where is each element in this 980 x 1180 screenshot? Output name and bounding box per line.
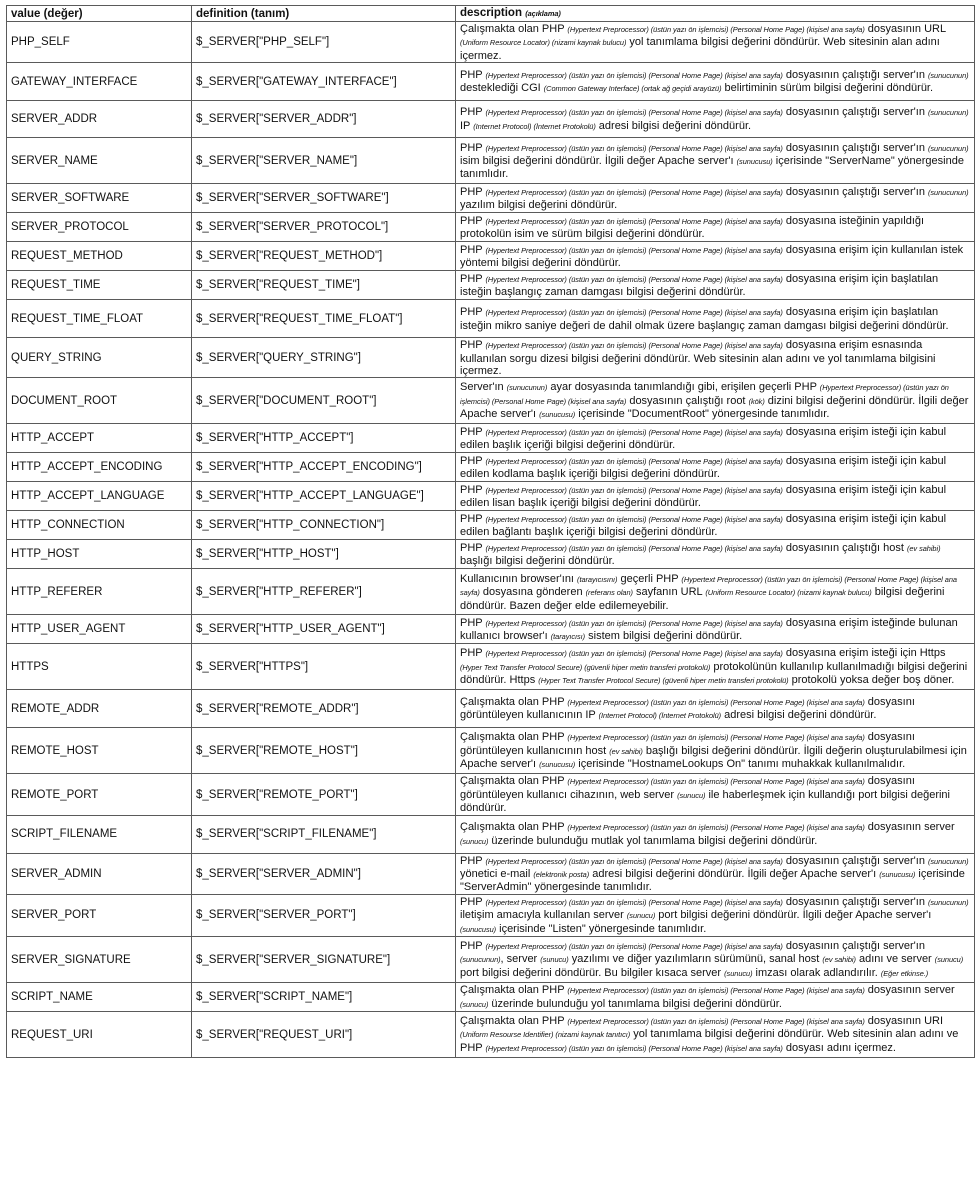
value-cell: SERVER_ADDR bbox=[7, 101, 192, 138]
description-text: dosyasının çalıştığı server'ın bbox=[782, 185, 928, 198]
description-annotation: (Eğer etkinse.) bbox=[880, 968, 929, 978]
description-text: ile haberleşmek için kullandığı port bilgisi değerini döndürür. bbox=[460, 788, 950, 815]
description-annotation: (Hypertext Preprocessor) (üstün yazı ön işlemcisi) (Personal Home Page) (kişisel ana sayfa) bbox=[567, 777, 865, 787]
description-text: dosyasını görüntüleyen kullanıcının IP bbox=[460, 696, 915, 722]
header-definition: definition (tanım) bbox=[192, 6, 456, 22]
description-annotation: (sunucu) bbox=[460, 836, 489, 846]
definition-cell: $_SERVER["REQUEST_TIME"] bbox=[192, 271, 456, 300]
definition-cell: $_SERVER["SERVER_PORT"] bbox=[192, 894, 456, 936]
table-row bbox=[7, 728, 975, 774]
value-cell: REMOTE_PORT bbox=[7, 774, 192, 815]
description-annotation: (ev sahibi) bbox=[822, 955, 856, 965]
description-annotation: (sunucunun) bbox=[928, 187, 969, 197]
description-cell bbox=[456, 101, 975, 138]
value-cell: REMOTE_HOST bbox=[7, 728, 192, 774]
description-annotation: (Uniform Resource Locator) (nizami kaynak bulucu) bbox=[460, 38, 627, 48]
header-description bbox=[456, 6, 975, 22]
description-text: PHP bbox=[460, 513, 486, 526]
description-text: PHP bbox=[460, 185, 486, 198]
definition-cell: $_SERVER["DOCUMENT_ROOT"] bbox=[192, 378, 456, 424]
description-text: adresi bilgisi değerini döndürür. İlgili değer Apache server'ı bbox=[589, 868, 880, 881]
description-cell bbox=[456, 63, 975, 101]
description-text: PHP bbox=[460, 542, 486, 555]
table-row bbox=[7, 63, 975, 101]
table-row bbox=[7, 300, 975, 338]
description-annotation: (Hypertext Preprocessor) (üstün yazı ön işlemcisi) (Personal Home Page) (kişisel ana sayfa) bbox=[485, 515, 783, 525]
description-annotation: (Hypertext Preprocessor) (üstün yazı ön işlemcisi) (Personal Home Page) (kişisel ana sayfa) bbox=[567, 986, 865, 996]
description-text: dosyasının çalıştığı server'ın bbox=[782, 939, 925, 952]
table-row bbox=[7, 1012, 975, 1058]
definition-cell: $_SERVER["HTTP_ACCEPT"] bbox=[192, 424, 456, 453]
description-text: dosyasının çalıştığı server'ın bbox=[782, 141, 928, 154]
description-text: dosyasının URI bbox=[864, 1014, 944, 1027]
table-row bbox=[7, 511, 975, 540]
definition-cell: $_SERVER["SERVER_NAME"] bbox=[192, 138, 456, 184]
value-cell: DOCUMENT_ROOT bbox=[7, 378, 192, 424]
table-row bbox=[7, 22, 975, 63]
value-cell: SERVER_SOFTWARE bbox=[7, 184, 192, 213]
description-text: yol tanımlama bilgisi değerini döndürür. Web sitesinin alan adını içermez. bbox=[460, 36, 940, 62]
table-row bbox=[7, 983, 975, 1012]
description-cell bbox=[456, 138, 975, 184]
description-annotation: (tarayıcısını) bbox=[577, 574, 618, 584]
description-text: PHP bbox=[460, 455, 486, 468]
description-annotation: (Hypertext Preprocessor) (üstün yazı ön işlemcisi) (Personal Home Page) (kişisel ana sayfa) bbox=[485, 941, 783, 951]
description-text: dosyasına erişim için başlatılan isteğin mikro saniye değeri de dahil olmak üzere başlangıç zaman damgası bilgisi değerini döndürür. bbox=[460, 306, 949, 332]
value-cell: SERVER_NAME bbox=[7, 138, 192, 184]
description-text: başlığı bilgisi değerini döndürür. bbox=[460, 555, 615, 568]
table-row bbox=[7, 644, 975, 690]
value-cell: GATEWAY_INTERFACE bbox=[7, 63, 192, 101]
definition-cell: $_SERVER["SERVER_PROTOCOL"] bbox=[192, 213, 456, 242]
value-cell: HTTP_ACCEPT_ENCODING bbox=[7, 453, 192, 482]
description-text: dosyasına gönderen bbox=[479, 586, 586, 599]
description-annotation: (Hypertext Preprocessor) (üstün yazı ön işlemcisi) (Personal Home Page) (kişisel ana sayfa) bbox=[485, 856, 783, 866]
definition-cell: $_SERVER["SERVER_SIGNATURE"] bbox=[192, 937, 456, 983]
description-text: PHP bbox=[460, 339, 486, 352]
description-text: Server'ın bbox=[460, 381, 507, 394]
description-annotation: (sunucu) bbox=[540, 955, 569, 965]
description-text: yazılımı ve diğer yazılımların sürümünü, sanal host bbox=[568, 953, 823, 966]
value-cell: HTTP_ACCEPT bbox=[7, 424, 192, 453]
value-cell: REQUEST_URI bbox=[7, 1012, 192, 1058]
description-text: dosyasına erişim isteği için kabul edilen lisan başlık içeriği bilgisi değerini döndürür. bbox=[460, 484, 947, 510]
definition-cell: $_SERVER["REMOTE_ADDR"] bbox=[192, 690, 456, 728]
description-annotation: (sunucunun) bbox=[928, 897, 969, 907]
description-annotation: (Hypertext Preprocessor) (üstün yazı ön işlemcisi) (Personal Home Page) (kişisel ana sayfa) bbox=[485, 216, 783, 226]
description-annotation: (Hypertext Preprocessor) (üstün yazı ön işlemcisi) (Personal Home Page) (kişisel ana sayfa) bbox=[485, 428, 783, 438]
description-text: içerisinde "ServerName" yönergesinde tanımlıdır. bbox=[460, 155, 964, 181]
description-cell bbox=[456, 378, 975, 424]
description-text: dosyasının çalıştığı server'ın bbox=[782, 106, 928, 119]
description-text: PHP bbox=[460, 895, 486, 908]
description-annotation: (Hypertext Preprocessor) (üstün yazı ön işlemcisi) (Personal Home Page) (kişisel ana sayfa) bbox=[485, 143, 783, 153]
description-annotation: (Hypertext Preprocessor) (üstün yazı ön işlemcisi) (Personal Home Page) (kişisel ana sayfa) bbox=[485, 245, 783, 255]
value-cell: REMOTE_ADDR bbox=[7, 690, 192, 728]
description-cell bbox=[456, 774, 975, 815]
description-annotation: (sunucu) bbox=[934, 955, 964, 965]
description-text: dosyası adını içermez. bbox=[782, 1041, 896, 1054]
description-text: dosyasının server bbox=[864, 821, 955, 834]
description-annotation: (referans olan) bbox=[585, 588, 633, 598]
table-row bbox=[7, 378, 975, 424]
description-text: PHP bbox=[460, 106, 486, 119]
description-text: dosyasına erişim esnasında kullanılan sorgu dizesi bilgisi değerini döndürür. Web sitesinin alan adını ve yol tanımlama bilgisini içermez. bbox=[460, 339, 936, 378]
description-cell bbox=[456, 853, 975, 894]
description-cell bbox=[456, 644, 975, 690]
description-text: Çalışmakta olan PHP bbox=[460, 821, 568, 834]
description-text: dosyasına isteğinin yapıldığı protokolün isim ve sürüm bilgisi değerini döndürür. bbox=[460, 214, 925, 241]
description-text: desteklediği CGI bbox=[460, 82, 544, 95]
value-cell: HTTPS bbox=[7, 644, 192, 690]
table-row bbox=[7, 424, 975, 453]
table-row bbox=[7, 615, 975, 644]
description-cell bbox=[456, 22, 975, 63]
description-annotation: (ev sahibi) bbox=[906, 544, 941, 554]
table-row bbox=[7, 184, 975, 213]
table-row bbox=[7, 138, 975, 184]
definition-cell: $_SERVER["SERVER_ADDR"] bbox=[192, 101, 456, 138]
definition-cell: $_SERVER["REQUEST_URI"] bbox=[192, 1012, 456, 1058]
description-annotation: (elektronik posta) bbox=[533, 870, 590, 880]
description-annotation: (tarayıcısı) bbox=[550, 631, 586, 641]
description-annotation: (sunucusu) bbox=[736, 157, 773, 167]
definition-cell: $_SERVER["SERVER_SOFTWARE"] bbox=[192, 184, 456, 213]
description-annotation: (Hypertext Preprocessor) (üstün yazı ön işlemcisi) (Personal Home Page) (kişisel ana sayfa) bbox=[567, 25, 865, 34]
description-annotation: (Hyper Text Transfer Protocol Secure) (güvenli hiper metin transferi protokolü) bbox=[460, 662, 711, 672]
description-text: IP bbox=[460, 119, 474, 132]
description-text: Çalışmakta olan PHP bbox=[460, 775, 568, 788]
value-cell: QUERY_STRING bbox=[7, 338, 192, 378]
definition-cell: $_SERVER["QUERY_STRING"] bbox=[192, 338, 456, 378]
description-annotation: (sunucunun) bbox=[928, 856, 969, 866]
description-annotation: (Hypertext Preprocessor) (üstün yazı ön işlemcisi) (Personal Home Page) (kişisel ana sayfa) bbox=[567, 1016, 865, 1026]
description-text: protokolü yoksa değer boş döner. bbox=[788, 674, 955, 687]
description-text: dosyasına erişim için kullanılan istek yöntemi bilgisi değerini döndürür. bbox=[460, 243, 964, 270]
description-annotation: (Hypertext Preprocessor) (üstün yazı ön işlemcisi) (Personal Home Page) (kişisel ana sayfa) bbox=[485, 70, 783, 80]
description-text: başlığı bilgisi değerini döndürür. İlgili değerin oluşturulabilmesi için Apache server'ı bbox=[460, 744, 967, 771]
description-annotation: (sunucusu) bbox=[460, 924, 497, 934]
description-cell bbox=[456, 453, 975, 482]
description-cell bbox=[456, 482, 975, 511]
definition-cell: $_SERVER["HTTP_USER_AGENT"] bbox=[192, 615, 456, 644]
value-cell: HTTP_REFERER bbox=[7, 569, 192, 615]
table-row bbox=[7, 453, 975, 482]
description-cell bbox=[456, 424, 975, 453]
table-row bbox=[7, 937, 975, 983]
description-annotation: (Internet Protocol) (İnternet Protokolü) bbox=[473, 121, 596, 131]
table-row bbox=[7, 213, 975, 242]
description-text: içerisinde "Listen" yönergesinde tanımlıdır. bbox=[496, 922, 707, 935]
description-text: PHP bbox=[460, 484, 486, 497]
description-cell bbox=[456, 815, 975, 853]
description-annotation: (sunucu) bbox=[724, 968, 753, 978]
description-text: yönetici e-mail bbox=[460, 868, 534, 881]
description-text: dosyasına erişim isteği için kabul edilen kodlama başlık içeriği bilgisi değerini döndürür. bbox=[460, 455, 947, 481]
definition-cell: $_SERVER["REQUEST_TIME_FLOAT"] bbox=[192, 300, 456, 338]
definition-cell: $_SERVER["GATEWAY_INTERFACE"] bbox=[192, 63, 456, 101]
description-annotation: (Hypertext Preprocessor) (üstün yazı ön işlemcisi) (Personal Home Page) (kişisel ana sayfa) bbox=[567, 733, 865, 743]
description-text: dosyasını görüntüleyen kullanıcının host bbox=[460, 731, 915, 757]
description-annotation: (sunucu) bbox=[626, 911, 656, 921]
description-annotation: (Common Gateway Interface) (ortak ağ geçidi arayüzü) bbox=[543, 84, 722, 94]
description-cell bbox=[456, 338, 975, 378]
description-cell bbox=[456, 569, 975, 615]
description-text: PHP bbox=[460, 272, 486, 285]
description-text: dosyasının çalıştığı server'ın bbox=[782, 854, 928, 867]
table-row bbox=[7, 540, 975, 569]
description-text: port bilgisi değerini döndürür. İlgili değer Apache server'ı bbox=[655, 909, 932, 922]
server-variables-table bbox=[6, 5, 975, 1058]
description-text: dosyasının çalıştığı server'ın bbox=[782, 68, 928, 81]
description-text: port bilgisi değerini döndürür. Bu bilgiler kısaca server bbox=[460, 966, 725, 979]
description-annotation: (sunucunun) bbox=[928, 108, 969, 118]
value-cell: SERVER_SIGNATURE bbox=[7, 937, 192, 983]
description-text: yol tanımlama bilgisi değerini döndürür. Web sitesinin alan adını ve PHP bbox=[460, 1028, 959, 1054]
description-annotation: (Hypertext Preprocessor) (üstün yazı ön işlemcisi) (Personal Home Page) (kişisel ana sayfa) bbox=[485, 649, 783, 659]
description-annotation: (sunucu) bbox=[677, 790, 706, 800]
value-cell: SCRIPT_NAME bbox=[7, 983, 192, 1012]
definition-cell: $_SERVER["HTTP_ACCEPT_LANGUAGE"] bbox=[192, 482, 456, 511]
value-cell: SERVER_ADMIN bbox=[7, 853, 192, 894]
description-cell bbox=[456, 213, 975, 242]
value-cell: HTTP_CONNECTION bbox=[7, 511, 192, 540]
description-annotation: (Hypertext Preprocessor) (üstün yazı ön işlemcisi) (Personal Home Page) (kişisel ana sayfa) bbox=[460, 383, 949, 406]
description-annotation: (ev sahibi) bbox=[609, 746, 643, 756]
table-row bbox=[7, 482, 975, 511]
description-cell bbox=[456, 511, 975, 540]
definition-cell: $_SERVER["HTTP_HOST"] bbox=[192, 540, 456, 569]
description-cell bbox=[456, 242, 975, 271]
description-annotation: (Hypertext Preprocessor) (üstün yazı ön işlemcisi) (Personal Home Page) (kişisel ana sayfa) bbox=[485, 1043, 783, 1053]
description-text: Çalışmakta olan PHP bbox=[460, 984, 568, 997]
description-annotation: (Hypertext Preprocessor) (üstün yazı ön işlemcisi) (Personal Home Page) (kişisel ana sayfa) bbox=[485, 618, 783, 628]
description-cell bbox=[456, 540, 975, 569]
table-header-row bbox=[7, 6, 975, 22]
table-row bbox=[7, 853, 975, 894]
description-text: ayar dosyasında tanımlandığı gibi, erişilen geçerli PHP bbox=[547, 381, 820, 394]
description-cell bbox=[456, 983, 975, 1012]
description-annotation: (sunucusu) bbox=[539, 760, 576, 770]
description-cell bbox=[456, 937, 975, 983]
description-annotation: (Hypertext Preprocessor) (üstün yazı ön işlemcisi) (Personal Home Page) (kişisel ana sayfa) bbox=[485, 274, 783, 284]
description-text: dosyasının URL bbox=[864, 23, 946, 35]
definition-cell: $_SERVER["HTTP_REFERER"] bbox=[192, 569, 456, 615]
description-text: Çalışmakta olan PHP bbox=[460, 1014, 568, 1027]
definition-cell: $_SERVER["SERVER_ADMIN"] bbox=[192, 853, 456, 894]
description-text: protokolünün kullanılıp kullanılmadığı bilgisi değerini döndürür. Https bbox=[460, 660, 968, 687]
table-row bbox=[7, 774, 975, 815]
description-text: dosyasını görüntüleyen kullanıcı cihazının, web server bbox=[460, 775, 915, 801]
description-text: adını ve server bbox=[855, 953, 935, 966]
description-annotation: (Hypertext Preprocessor) (üstün yazı ön işlemcisi) (Personal Home Page) (kişisel ana sayfa) bbox=[460, 574, 957, 598]
description-cell bbox=[456, 184, 975, 213]
description-text: dosyasına erişim isteğinde bulunan kullanıcı browser'ı bbox=[460, 616, 958, 642]
description-text: içerisinde "ServerAdmin" yönergesinde tanımlıdır. bbox=[460, 868, 965, 894]
description-annotation: (sunucusu) bbox=[879, 870, 916, 880]
header-value: value (değer) bbox=[7, 6, 192, 22]
description-text: Çalışmakta olan PHP bbox=[460, 696, 568, 709]
description-text: sayfanın URL bbox=[632, 586, 706, 599]
description-annotation: (Hypertext Preprocessor) (üstün yazı ön işlemcisi) (Personal Home Page) (kişisel ana sayfa) bbox=[485, 457, 783, 467]
description-cell bbox=[456, 690, 975, 728]
description-annotation: (Hypertext Preprocessor) (üstün yazı ön işlemcisi) (Personal Home Page) (kişisel ana sayfa) bbox=[567, 823, 865, 833]
description-annotation: (Hypertext Preprocessor) (üstün yazı ön işlemcisi) (Personal Home Page) (kişisel ana sayfa) bbox=[485, 308, 783, 318]
description-annotation: (sunucunun) bbox=[506, 383, 548, 393]
description-text: iletişim amacıyla kullanılan server bbox=[460, 909, 627, 922]
description-cell bbox=[456, 1012, 975, 1058]
description-text: PHP bbox=[460, 426, 486, 439]
description-text: dosyasının çalıştığı root bbox=[626, 394, 749, 407]
description-text: PHP bbox=[460, 939, 486, 952]
description-text: Kullanıcının browser'ını bbox=[460, 572, 578, 585]
table-row bbox=[7, 242, 975, 271]
description-text: PHP bbox=[460, 141, 486, 154]
value-cell: REQUEST_TIME_FLOAT bbox=[7, 300, 192, 338]
value-cell: REQUEST_TIME bbox=[7, 271, 192, 300]
table-row bbox=[7, 815, 975, 853]
table-row bbox=[7, 271, 975, 300]
description-text: PHP bbox=[460, 306, 486, 319]
description-text: dosyasına erişim için başlatılan isteğin başlangıç zaman damgası bilgisi değerini döndürür. bbox=[460, 272, 939, 299]
definition-cell: $_SERVER["PHP_SELF"] bbox=[192, 22, 456, 63]
description-text: sistem bilgisi değerini döndürür. bbox=[585, 629, 743, 642]
description-text: dizini bilgisi değerini döndürür. İlgili değer Apache server'ı bbox=[460, 394, 969, 421]
description-text: dosyasına erişim isteği için Https bbox=[782, 647, 946, 660]
table-row bbox=[7, 569, 975, 615]
description-text: adresi bilgisi değerini döndürür. bbox=[595, 119, 752, 132]
value-cell: SERVER_PROTOCOL bbox=[7, 213, 192, 242]
definition-cell: $_SERVER["HTTP_CONNECTION"] bbox=[192, 511, 456, 540]
description-text: PHP bbox=[460, 214, 486, 227]
description-text: dosyasının çalıştığı server'ın bbox=[782, 895, 928, 908]
description-text: isim bilgisi değerini döndürür. İlgili değer Apache server'ı bbox=[460, 155, 737, 168]
description-annotation: (Uniform Resource Locator) (nizami kaynak bulucu) bbox=[705, 588, 872, 598]
value-cell: REQUEST_METHOD bbox=[7, 242, 192, 271]
description-cell bbox=[456, 271, 975, 300]
table-row bbox=[7, 894, 975, 936]
value-cell: HTTP_HOST bbox=[7, 540, 192, 569]
description-text: PHP bbox=[460, 68, 486, 81]
definition-cell: $_SERVER["REMOTE_HOST"] bbox=[192, 728, 456, 774]
description-text: üzerinde bulunduğu yol tanımlama bilgisi değerini döndürür. bbox=[488, 997, 782, 1010]
header-description-note: (açıklama) bbox=[525, 9, 561, 18]
description-annotation: (Hypertext Preprocessor) (üstün yazı ön işlemcisi) (Personal Home Page) (kişisel ana sayfa) bbox=[567, 698, 865, 708]
description-annotation: (Hypertext Preprocessor) (üstün yazı ön işlemcisi) (Personal Home Page) (kişisel ana sayfa) bbox=[485, 897, 783, 907]
description-annotation: (sunucunun) bbox=[928, 143, 969, 153]
description-text: Çalışmakta olan PHP bbox=[460, 731, 568, 744]
description-annotation: (Hypertext Preprocessor) (üstün yazı ön işlemcisi) (Personal Home Page) (kişisel ana sayfa) bbox=[485, 187, 783, 197]
description-cell bbox=[456, 894, 975, 936]
description-text: geçerli PHP bbox=[617, 572, 682, 585]
table-row bbox=[7, 101, 975, 138]
description-annotation: (sunucunun) bbox=[928, 70, 969, 80]
description-text: Çalışmakta olan PHP bbox=[460, 23, 568, 35]
description-text: dosyasının server bbox=[864, 984, 955, 997]
value-cell: SCRIPT_FILENAME bbox=[7, 815, 192, 853]
description-text: üzerinde bulunduğu mutlak yol tanımlama bilgisi değerini döndürür. bbox=[488, 834, 818, 847]
description-text: PHP bbox=[460, 647, 486, 660]
definition-cell: $_SERVER["REQUEST_METHOD"] bbox=[192, 242, 456, 271]
description-annotation: (Hyper Text Transfer Protocol Secure) (güvenli hiper metin transferi protokolü) bbox=[538, 676, 789, 686]
description-text: , server bbox=[500, 953, 541, 966]
description-text: PHP bbox=[460, 243, 486, 256]
description-text: belirtiminin sürüm bilgisi değerini döndürür. bbox=[721, 82, 934, 95]
definition-cell: $_SERVER["SCRIPT_NAME"] bbox=[192, 983, 456, 1012]
description-text: imzası olarak adlandırılır. bbox=[752, 966, 881, 979]
description-cell bbox=[456, 728, 975, 774]
value-cell: SERVER_PORT bbox=[7, 894, 192, 936]
table-row bbox=[7, 690, 975, 728]
definition-cell: $_SERVER["SCRIPT_FILENAME"] bbox=[192, 815, 456, 853]
description-annotation: (Hypertext Preprocessor) (üstün yazı ön işlemcisi) (Personal Home Page) (kişisel ana sayfa) bbox=[485, 544, 783, 554]
description-text: dosyasına erişim isteği için kabul edilen bağlantı başlık içeriği bilgisi değerini döndürür. bbox=[460, 513, 947, 539]
description-text: bilgisi değerini döndürür. Bazen değer elde edilemeyebilir. bbox=[460, 586, 945, 612]
value-cell: HTTP_USER_AGENT bbox=[7, 615, 192, 644]
description-text: dosyasının çalıştığı host bbox=[782, 542, 907, 555]
description-text: adresi bilgisi değerini döndürür. bbox=[721, 709, 877, 722]
description-cell bbox=[456, 615, 975, 644]
description-annotation: (kök) bbox=[748, 396, 765, 406]
description-annotation: (sunucunun) bbox=[460, 955, 501, 965]
description-text: dosyasına erişim isteği için kabul edilen başlık içeriği bilgisi değerini döndürür. bbox=[460, 426, 947, 452]
description-annotation: (Hypertext Preprocessor) (üstün yazı ön işlemcisi) (Personal Home Page) (kişisel ana sayfa) bbox=[485, 486, 783, 496]
definition-cell: $_SERVER["HTTP_ACCEPT_ENCODING"] bbox=[192, 453, 456, 482]
description-annotation: (Hypertext Preprocessor) (üstün yazı ön işlemcisi) (Personal Home Page) (kişisel ana sayfa) bbox=[485, 341, 783, 351]
value-cell: HTTP_ACCEPT_LANGUAGE bbox=[7, 482, 192, 511]
description-text: yazılım bilgisi değerini döndürür. bbox=[460, 199, 618, 212]
header-description-label: description bbox=[460, 7, 522, 19]
description-annotation: (Uniform Resourse Identifier) (nizami kaynak tanıtıcı) bbox=[460, 1030, 631, 1040]
description-text: PHP bbox=[460, 854, 486, 867]
description-annotation: (sunucu) bbox=[460, 999, 489, 1009]
definition-cell: $_SERVER["HTTPS"] bbox=[192, 644, 456, 690]
description-text: içerisinde "HostnameLookups On" tanımı muhakkak kullanılmalıdır. bbox=[575, 758, 906, 771]
description-annotation: (Internet Protocol) (İnternet Protokolü) bbox=[598, 711, 722, 721]
table-row bbox=[7, 338, 975, 378]
description-annotation: (sunucusu) bbox=[539, 410, 576, 420]
description-cell bbox=[456, 300, 975, 338]
description-text: PHP bbox=[460, 616, 486, 629]
description-text: içerisinde "DocumentRoot" yönergesinde tanımlıdır. bbox=[575, 408, 830, 421]
description-annotation: (Hypertext Preprocessor) (üstün yazı ön işlemcisi) (Personal Home Page) (kişisel ana sayfa) bbox=[485, 108, 783, 118]
value-cell: PHP_SELF bbox=[7, 22, 192, 63]
definition-cell: $_SERVER["REMOTE_PORT"] bbox=[192, 774, 456, 815]
